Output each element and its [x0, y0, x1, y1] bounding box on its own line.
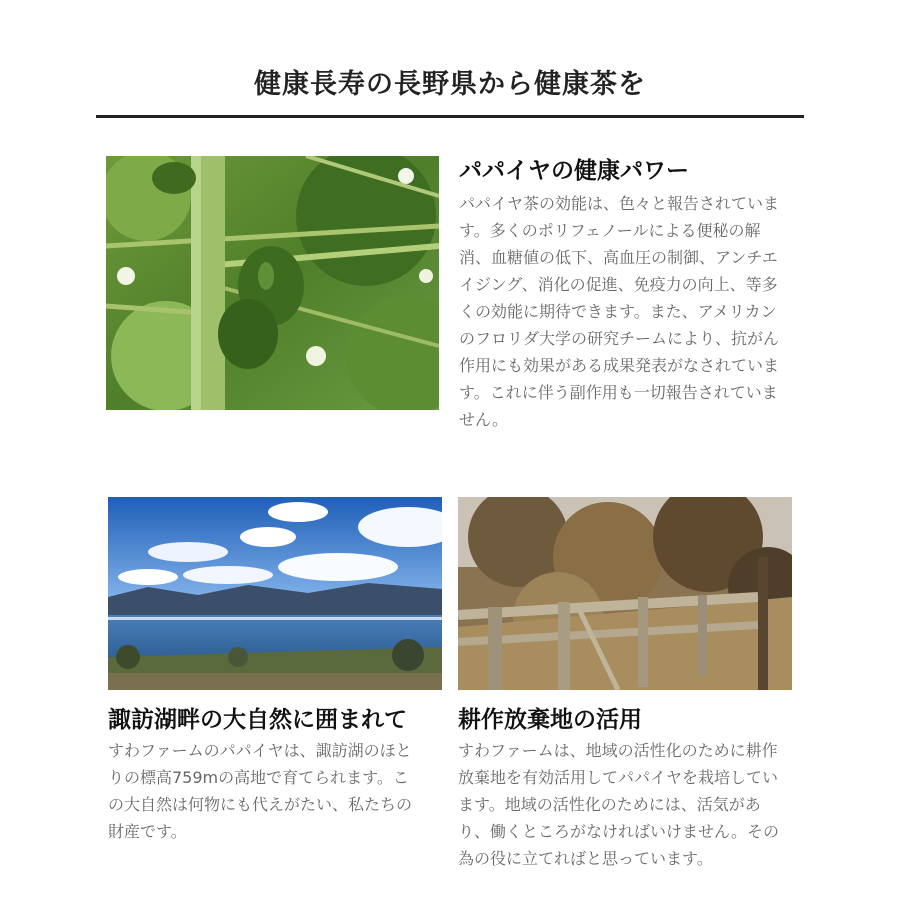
papaya-section-heading: パパイヤの健康パワー — [459, 158, 689, 184]
title-divider — [96, 115, 804, 118]
papaya-section-body: パパイヤ茶の効能は、色々と報告されています。多くのポリフェノールによる便秘の解消、血糖値の低下、高血圧の制御、アンチエイジング、消化の促進、免疫力の向上、等多くの効能に期待できます。また、アメリカンのフロリダ大学の研究チームにより、抗がん作用にも効果がある成果発表がなされています。これに伴う副作用も一切報告されていません。 — [459, 194, 780, 429]
abandoned-farmland-photo — [458, 497, 792, 690]
papaya-tree-photo — [106, 156, 439, 410]
farmland-section-body: すわファームは、地域の活性化のために耕作放棄地を有効活用してパパイヤを栽培しています。地域の活性化のためには、活気があり、働くところがなければいけません。その為の役に立てればと思っています。 — [458, 741, 779, 868]
page-title: 健康長寿の長野県から健康茶を — [254, 69, 646, 100]
lake-section-body: すわファームのパパイヤは、諏訪湖のほとりの標高759mの高地で育てられます。この大自然は何物にも代えがたい、私たちの財産です。 — [108, 741, 413, 841]
lake-suwa-photo — [108, 497, 442, 690]
lake-section-heading: 諏訪湖畔の大自然に囲まれて — [108, 707, 407, 733]
farmland-section-heading: 耕作放棄地の活用 — [458, 707, 642, 733]
